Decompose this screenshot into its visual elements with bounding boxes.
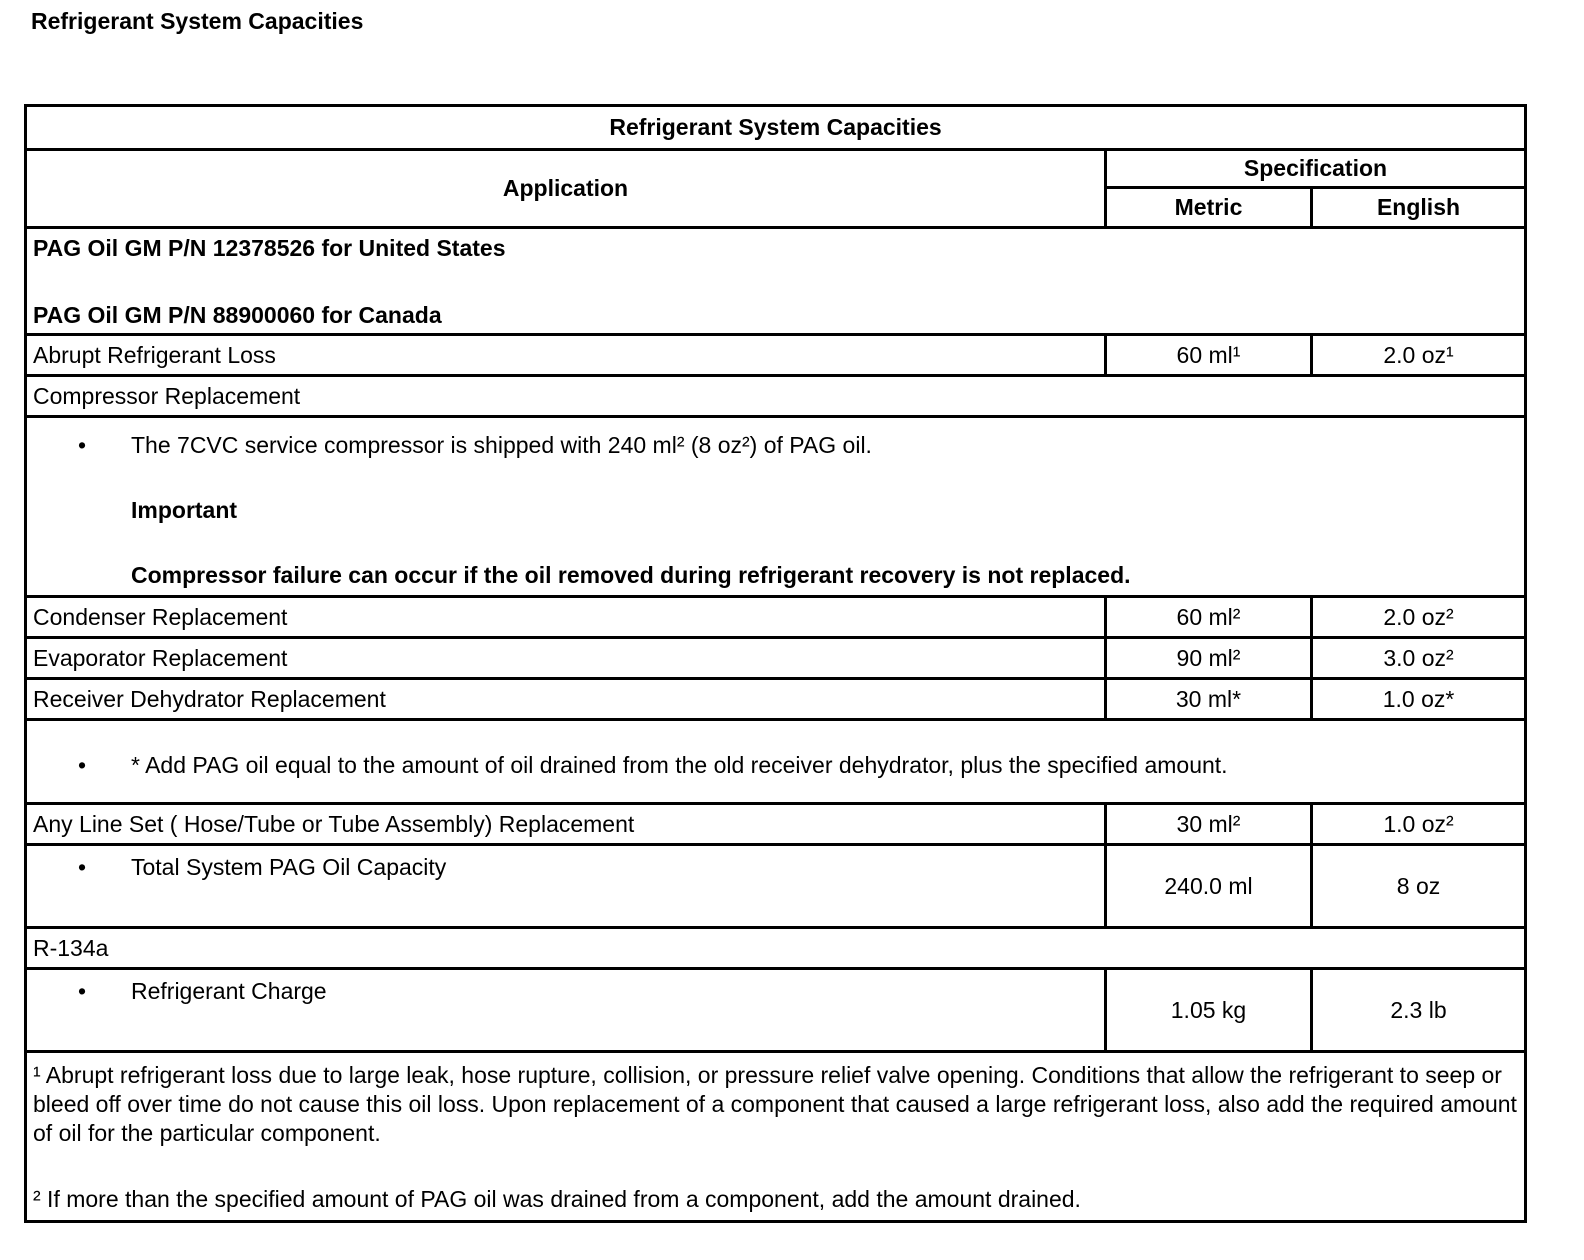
footnote-2: ² If more than the specified amount of PAG oil was drained from a component, add the amount drained. [33,1186,1081,1212]
important-label: Important [131,497,238,523]
table-row [26,720,1526,804]
row-label-r134a: R-134a [26,928,1526,969]
row-english-evaporator: 3.0 oz² [1312,638,1526,679]
bullet-icon: • [77,978,87,1004]
header-english: English [1312,188,1526,228]
footnote-1: ¹ Abrupt refrigerant loss due to large leak, hose rupture, collision, or pressure relief valve opening. Conditions that allow the refrigerant to seep or bleed off over time do not cause this oil loss. Upon replacement of a component that caused a large refrigerant loss, also add the required amount of oil for the particular component. [33,1062,1517,1146]
row-metric-total: 240.0 ml [1106,845,1312,928]
refrigerant-charge-cell [26,969,1106,1052]
row-label-compressor: Compressor Replacement [26,376,1526,417]
table-row [26,376,1526,417]
receiver-note [26,720,1526,804]
bullet-icon: • [77,432,87,458]
row-label-evaporator: Evaporator Replacement [26,638,1106,679]
oil-part-us: PAG Oil GM P/N 12378526 for United States [33,235,506,261]
total-capacity-cell [26,845,1106,928]
page-title: Refrigerant System Capacities [31,8,364,34]
table-row [26,679,1526,720]
table-row [26,597,1526,638]
row-english-line-set: 1.0 oz² [1312,804,1526,845]
important-text: Compressor failure can occur if the oil removed during refrigerant recovery is not replaced. [131,562,1131,588]
table-row [26,969,1526,1052]
row-label-total: Total System PAG Oil Capacity [131,854,447,880]
row-english-abrupt: 2.0 oz¹ [1312,335,1526,376]
table-row [26,845,1526,928]
footnotes-row [26,1052,1526,1222]
compressor-note-text: The 7CVC service compressor is shipped with 240 ml² (8 oz²) of PAG oil. [131,432,872,458]
bullet-icon: • [77,752,87,778]
row-metric-line-set: 30 ml² [1106,804,1312,845]
refrigerant-capacities-table [24,104,1527,1223]
table-row [26,638,1526,679]
row-english-total: 8 oz [1312,845,1526,928]
bullet-icon: • [77,854,87,880]
oil-part-canada: PAG Oil GM P/N 88900060 for Canada [33,302,442,328]
row-label-condenser: Condenser Replacement [26,597,1106,638]
row-english-charge: 2.3 lb [1312,969,1526,1052]
header-metric: Metric [1106,188,1312,228]
row-metric-receiver: 30 ml* [1106,679,1312,720]
row-label-charge: Refrigerant Charge [131,978,327,1004]
row-english-receiver: 1.0 oz* [1312,679,1526,720]
table-row [26,417,1526,597]
header-application: Application [26,150,1106,228]
row-metric-evaporator: 90 ml² [1106,638,1312,679]
table-caption: Refrigerant System Capacities [26,106,1526,150]
oil-part-numbers [26,228,1526,335]
table-row [26,804,1526,845]
row-label-receiver: Receiver Dehydrator Replacement [26,679,1106,720]
compressor-note [26,417,1526,597]
row-english-condenser: 2.0 oz² [1312,597,1526,638]
header-specification: Specification [1106,150,1526,188]
row-label-abrupt: Abrupt Refrigerant Loss [26,335,1106,376]
row-metric-charge: 1.05 kg [1106,969,1312,1052]
row-metric-condenser: 60 ml² [1106,597,1312,638]
footnotes-cell [26,1052,1526,1222]
row-metric-abrupt: 60 ml¹ [1106,335,1312,376]
receiver-note-text: * Add PAG oil equal to the amount of oil drained from the old receiver dehydrator, plus the specified amount. [131,752,1228,778]
table-row [26,928,1526,969]
table-row [26,335,1526,376]
row-label-line-set: Any Line Set ( Hose/Tube or Tube Assembly) Replacement [26,804,1106,845]
